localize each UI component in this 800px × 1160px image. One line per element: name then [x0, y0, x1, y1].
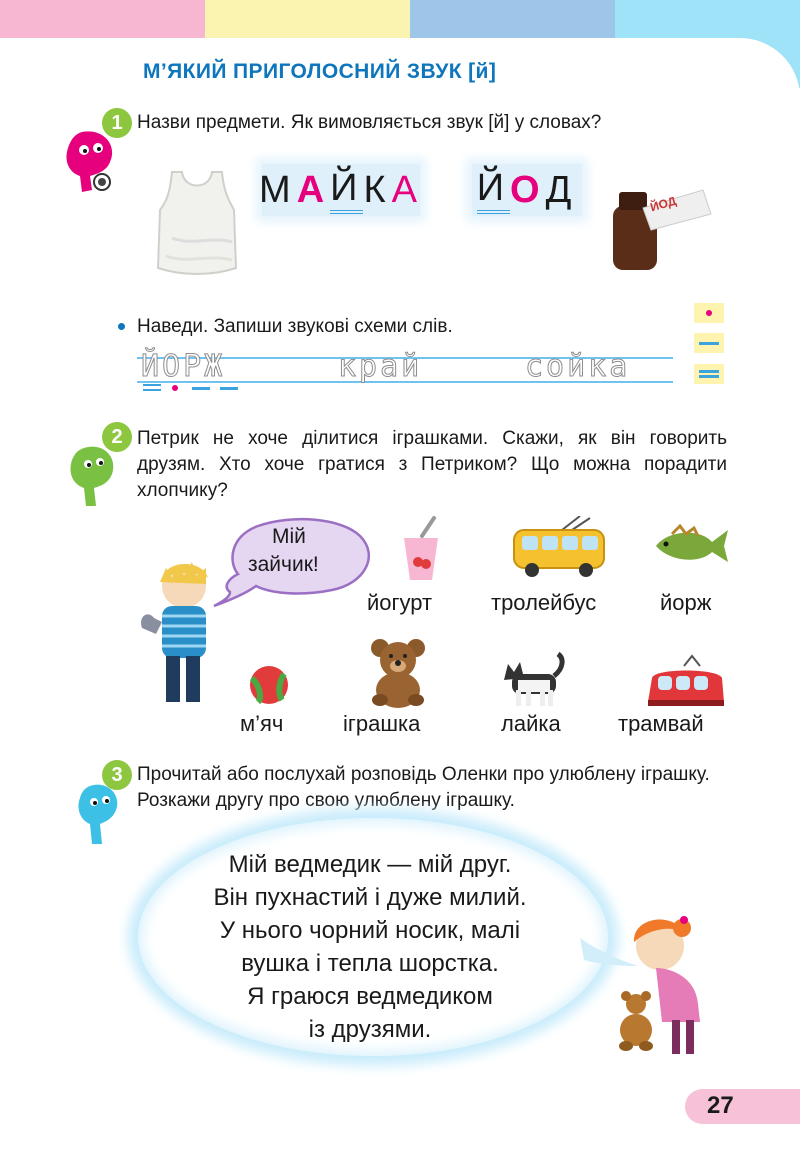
letter: К [363, 168, 392, 211]
iodine-bottle-icon [603, 180, 713, 274]
scheme-vowel [172, 385, 178, 391]
trace-word: сойка [525, 349, 631, 384]
task2-instruction: Петрик не хоче ділитися іграшками. Скажи, як він говорить друзям. Хто хоче гратися з Петриком? Що можна порадити хлопчику? [137, 428, 727, 501]
header-band-pink [0, 0, 205, 40]
legend-hard-consonant [694, 333, 724, 353]
scheme-hard [220, 387, 238, 390]
header-band-blue [410, 0, 615, 40]
story-line: Він пухнастий і дуже милий. [213, 884, 527, 911]
speech-line-1: Мій [272, 525, 306, 548]
mascot-blue-icon [74, 782, 122, 848]
label-husky: лайка [501, 711, 561, 736]
task1-instruction: Назви предмети. Як вимовляється звук [й] у словах? [137, 112, 602, 133]
legend-soft-consonant [694, 364, 724, 384]
story-line: Мій ведмедик — мій друг. [228, 851, 512, 878]
bullet-dot [118, 323, 125, 330]
yogurt-icon [398, 516, 444, 584]
label-yogurt: йогурт [367, 590, 433, 615]
story-line: вушка і тепла шорстка. [241, 950, 499, 977]
mascot-pink-icon [62, 130, 120, 194]
speech-line-2: зайчик! [248, 553, 319, 576]
task-number-badge: 2 [102, 422, 132, 452]
legend-vowel [694, 303, 724, 323]
girl-olenka-icon [612, 912, 732, 1058]
ruffe-fish-icon [652, 524, 730, 566]
story-line: У нього чорний носик, малі [219, 917, 521, 944]
page-title: М’ЯКИЙ ПРИГОЛОСНИЙ ЗВУК [й] [143, 60, 497, 83]
trace-word: ЙОРЖ [141, 349, 226, 384]
mascot-green-icon [66, 444, 118, 510]
label-toy: іграшка [343, 711, 421, 736]
tram-icon [644, 654, 728, 710]
page-number: 27 [707, 1092, 734, 1119]
letter: А [296, 168, 331, 211]
teddy-bear-icon [366, 636, 430, 708]
task1-bullet-instruction: Наведи. Запиши звукові схеми слів. [137, 316, 453, 337]
label-ruffe: йорж [660, 590, 712, 615]
letter: М [259, 168, 297, 211]
scheme-soft [143, 384, 161, 391]
letter: О [510, 168, 546, 211]
husky-dog-icon [498, 650, 568, 708]
word-yod [472, 164, 582, 216]
trolleybus-icon [510, 516, 608, 578]
letter: Д [545, 168, 578, 211]
story-line: Я граюся ведмедиком [247, 983, 493, 1010]
header-band-cyan [615, 0, 800, 40]
scheme-hard [192, 387, 210, 390]
letter: Й [330, 167, 363, 214]
task3-instruction: Прочитай або послухай розповідь Оленки про улюблену іграшку. Розкажи другу про свою улюблену іграшку. [137, 764, 710, 811]
letter: Й [477, 167, 510, 214]
ball-icon [248, 664, 290, 706]
singlet-icon [152, 168, 242, 278]
header-band-yellow [205, 0, 410, 40]
word-maika [259, 164, 423, 216]
task-number-badge: 3 [102, 760, 132, 790]
label-trolleybus: тролейбус [491, 590, 597, 615]
page-number-tab [685, 1089, 800, 1124]
label-ball: м’яч [240, 711, 284, 736]
trace-word: край [338, 349, 423, 384]
story-text [160, 848, 580, 1046]
label-tram: трамвай [618, 711, 704, 736]
story-line: із друзями. [308, 1016, 432, 1043]
task-number-badge: 1 [102, 108, 132, 138]
letter: А [391, 168, 423, 211]
iodine-label: ЙОД [648, 193, 678, 215]
